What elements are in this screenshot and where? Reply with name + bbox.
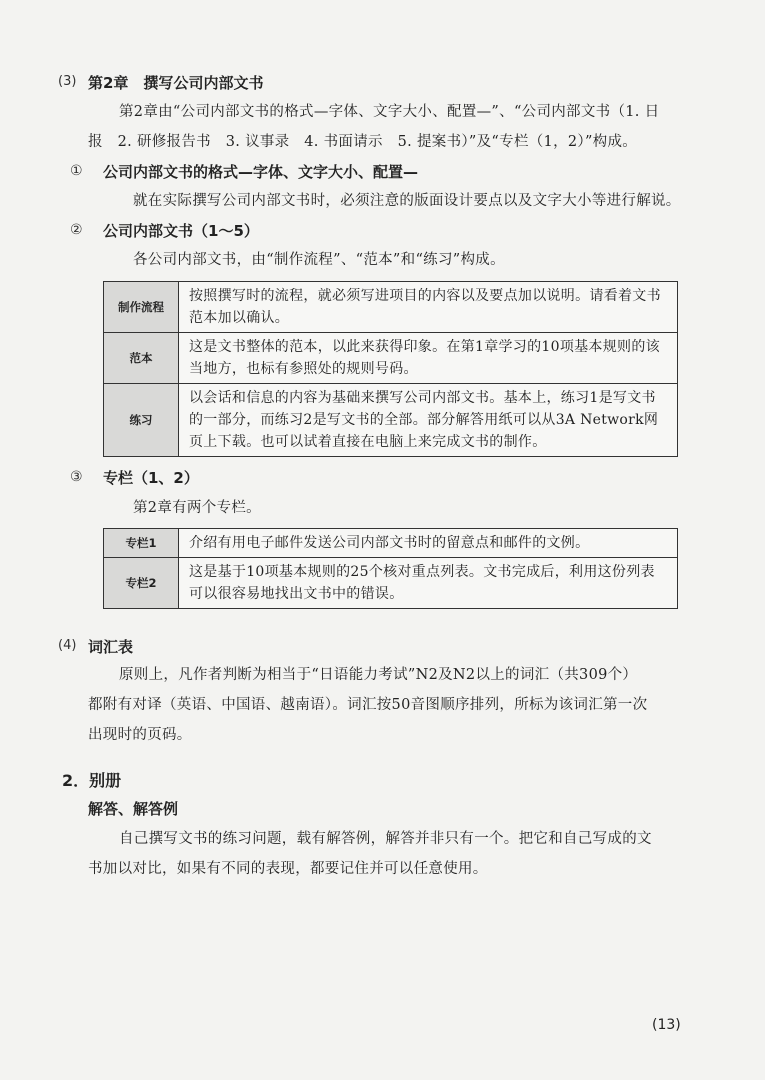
table-row xyxy=(104,558,678,609)
paragraph-line: 各公司内部文书，由“制作流程”、“范本”和“练习”构成。 xyxy=(133,252,505,268)
item-marker: ③ xyxy=(70,469,83,485)
table-label: 专栏1 xyxy=(104,529,179,558)
table-label: 制作流程 xyxy=(104,282,179,333)
paragraph-line: 第2章有两个专栏。 xyxy=(133,500,261,516)
part-subtitle: 解答、解答例 xyxy=(88,800,179,818)
table-row xyxy=(104,384,678,457)
item-marker: ② xyxy=(70,222,83,238)
table-label: 练习 xyxy=(104,384,179,457)
item-title: 公司内部文书（1～5） xyxy=(103,222,259,240)
section-number: (3) xyxy=(58,74,77,89)
page-number: (13) xyxy=(652,1017,681,1033)
paragraph-line: 第2章由“公司内部文书的格式—字体、文字大小、配置—”、“公司内部文书（1. 日 xyxy=(119,104,660,120)
table-label: 范本 xyxy=(104,333,179,384)
paragraph-line: 出现时的页码。 xyxy=(88,727,192,743)
paragraph-line: 自己撰写文书的练习问题，载有解答例，解答并非只有一个。把它和自己写成的文 xyxy=(119,831,652,847)
section-number: (4) xyxy=(58,638,77,653)
paragraph-line: 都附有对译（英语、中国语、越南语）。词汇按50音图顺序排列，所标为该词汇第一次 xyxy=(88,697,648,713)
item-title: 专栏（1、2） xyxy=(103,469,199,487)
table-cell: 这是文书整体的范本，以此来获得印象。在第1章学习的10项基本规则的该当地方，也标有参照处的规则号码。 xyxy=(179,333,678,384)
section-title: 词汇表 xyxy=(88,638,134,656)
table-row xyxy=(104,333,678,384)
table-row xyxy=(104,529,678,558)
paragraph-line: 原则上，凡作者判断为相当于“日语能力考试”N2及N2以上的词汇（共309个） xyxy=(119,667,638,683)
table-cell: 这是基于10项基本规则的25个核对重点列表。文书完成后，利用这份列表可以很容易地找出文书中的错误。 xyxy=(179,558,678,609)
paragraph-line: 就在实际撰写公司内部文书时，必须注意的版面设计要点以及文字大小等进行解说。 xyxy=(133,193,681,209)
table-row xyxy=(104,282,678,333)
table-label: 专栏2 xyxy=(104,558,179,609)
section-title: 第2章 撰写公司内部文书 xyxy=(88,74,264,92)
item-title: 公司内部文书的格式—字体、文字大小、配置— xyxy=(103,163,419,181)
paragraph-line: 书加以对比，如果有不同的表现，都要记住并可以任意使用。 xyxy=(88,861,488,877)
item-marker: ① xyxy=(70,163,83,179)
table-cell: 以会话和信息的内容为基础来撰写公司内部文书。基本上，练习1是写文书的一部分，而练习2是写文书的全部。部分解答用纸可以从3A Network网页上下载。也可以试着直接在电脑上来完成文书的制作。 xyxy=(179,384,678,457)
paragraph-line: 报 2. 研修报告书 3. 议事录 4. 书面请示 5. 提案书）”及“专栏（1，2）”构成。 xyxy=(88,134,638,150)
column-table xyxy=(103,528,678,609)
part-title: 2．别册 xyxy=(62,771,122,790)
table-cell: 按照撰写时的流程，就必须写进项目的内容以及要点加以说明。请看着文书范本加以确认。 xyxy=(179,282,678,333)
process-table xyxy=(103,281,678,457)
table-cell: 介绍有用电子邮件发送公司内部文书时的留意点和邮件的文例。 xyxy=(179,529,678,558)
